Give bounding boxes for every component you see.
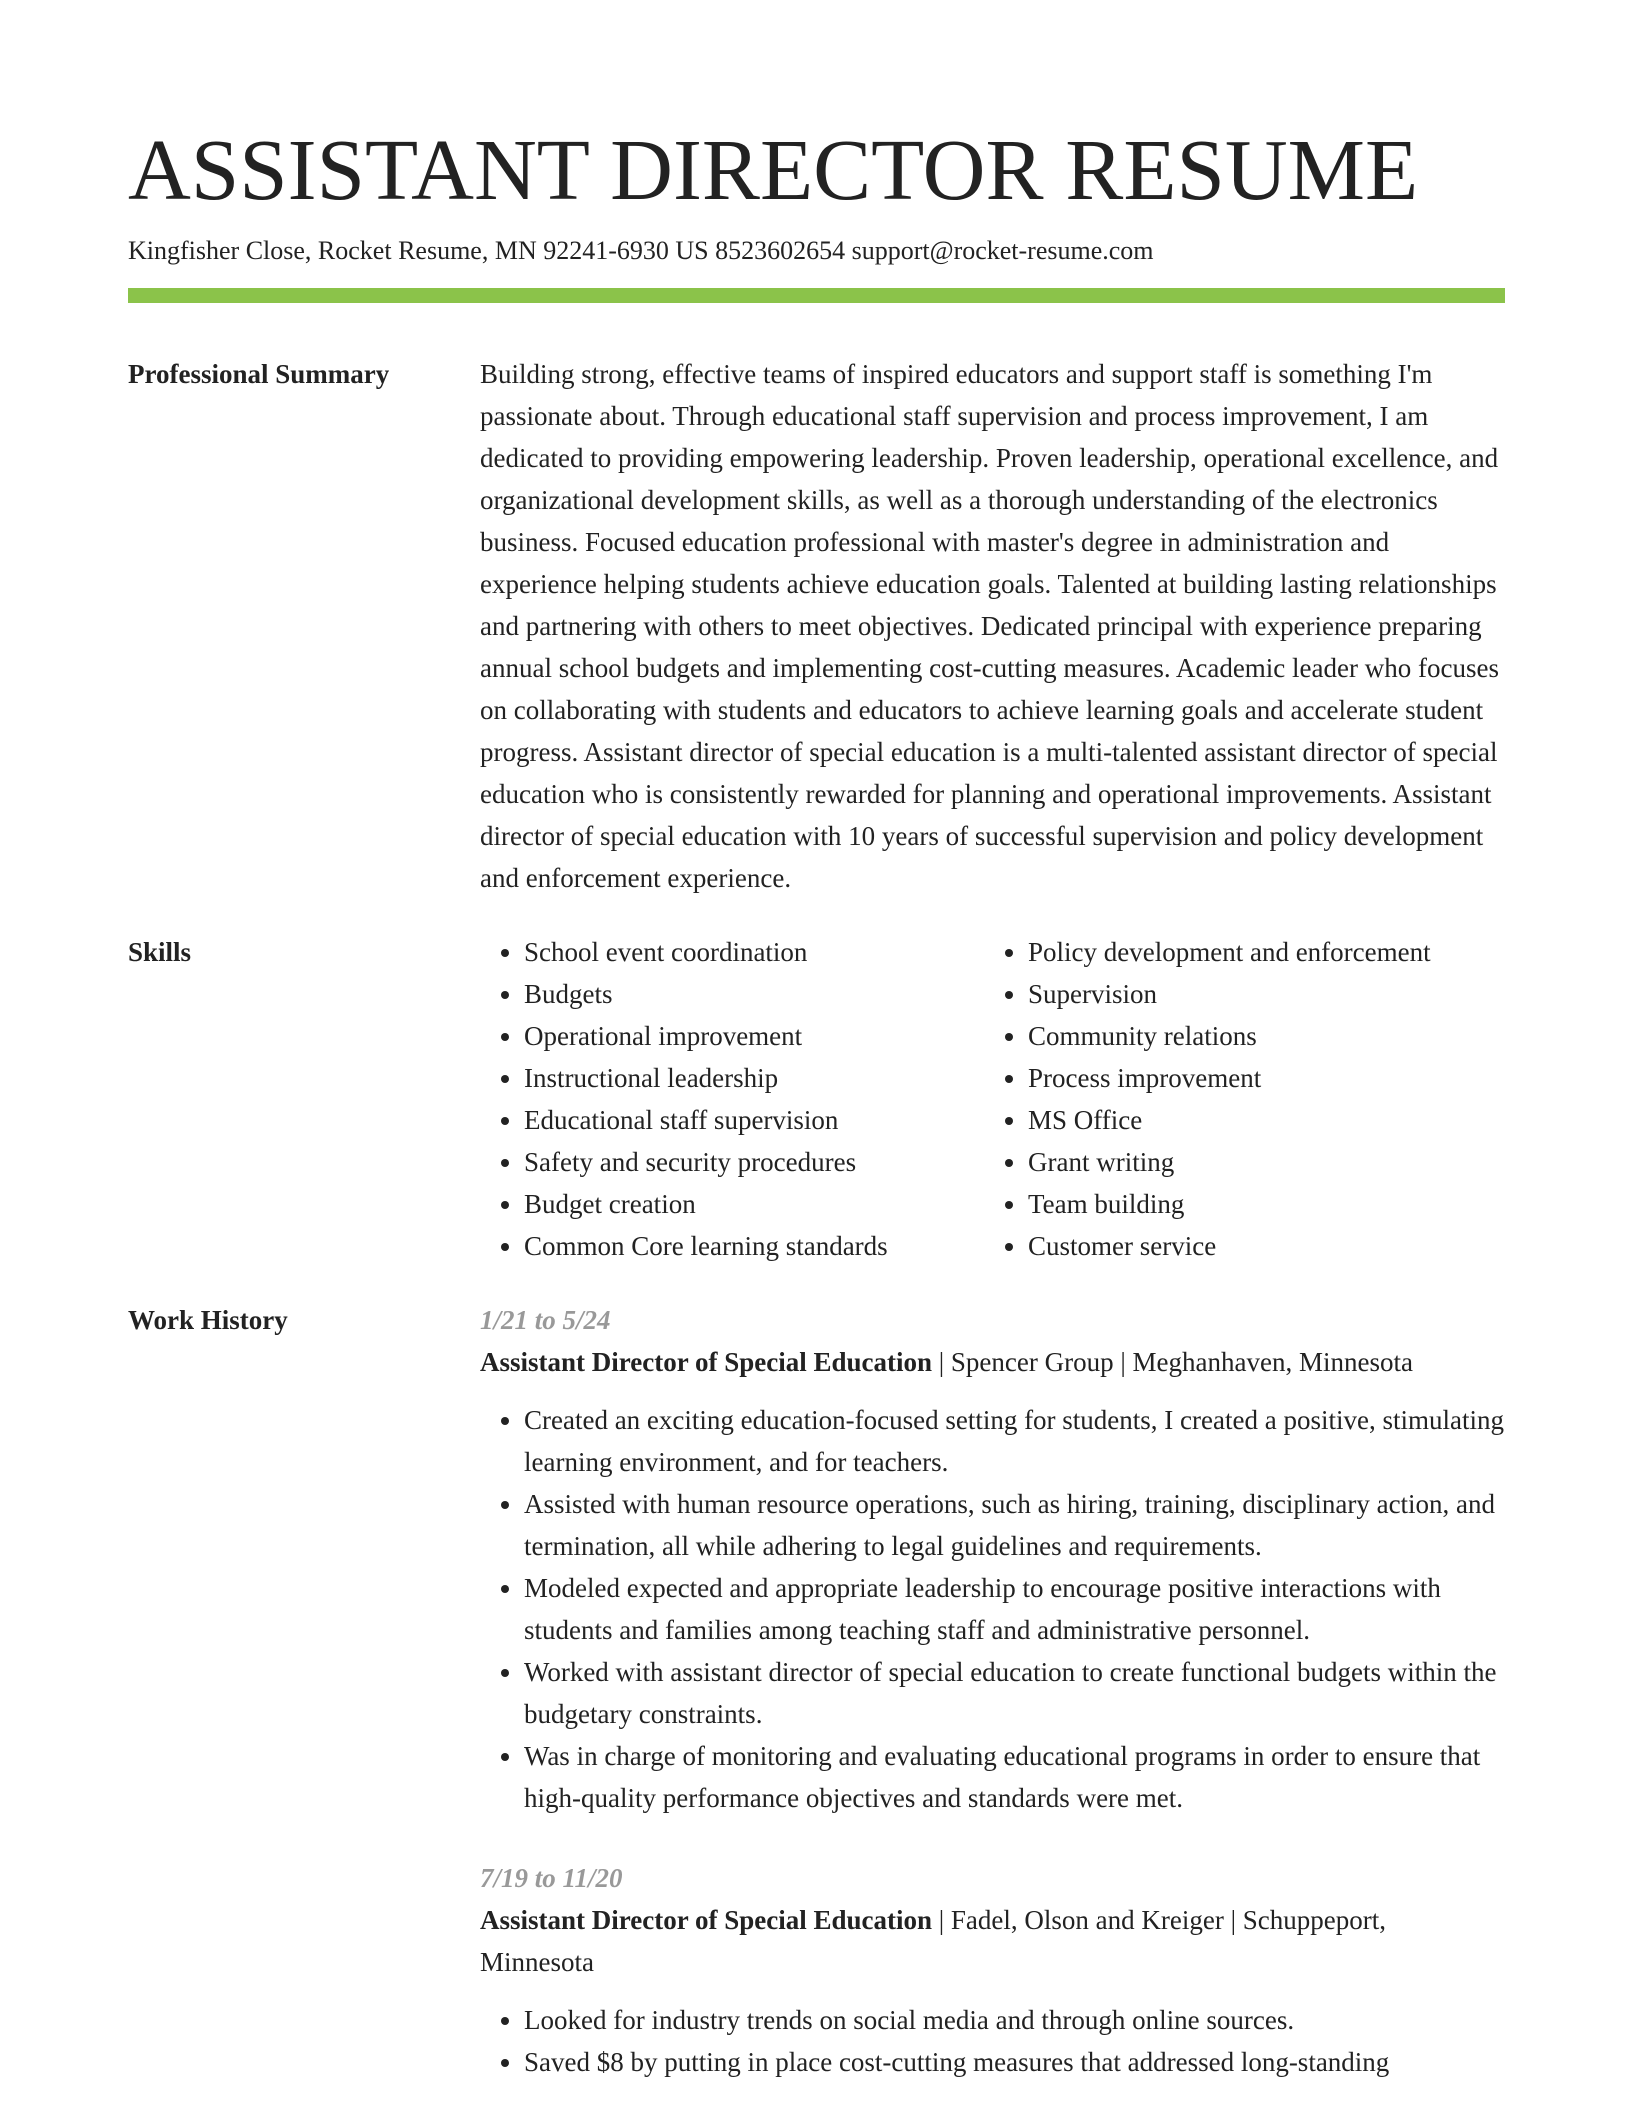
skill-item: • Educational staff supervision bbox=[524, 1099, 984, 1141]
job-bullets bbox=[480, 1399, 1505, 1819]
resume-title: ASSISTANT DIRECTOR RESUME bbox=[128, 121, 1419, 218]
job-bullet: • Saved $8 by putting in place cost-cutting measures that addressed long-standing bbox=[524, 2041, 1505, 2083]
job-company-location: | Spencer Group | Meghanhaven, Minnesota bbox=[932, 1347, 1413, 1377]
skill-item: • Common Core learning standards bbox=[524, 1225, 984, 1267]
section-label-work: Work History bbox=[128, 1305, 288, 1335]
summary-text: Building strong, effective teams of inspired educators and support staff is something I'm passionate about. Through educational staff supervision and process improvement, I am dedicated to providing empowering leadership. Proven leadership, operational excellence, and organizational development skills, as well as a thorough understanding of the electronics business. Focused education professional with master's degree in administration and experience helping students achieve education goals. Talented at building lasting relationships and partnering with others to meet objectives. Dedicated principal with experience preparing annual school budgets and implementing cost-cutting measures. Academic leader who focuses on collaborating with students and educators to achieve learning goals and accelerate student progress. Assistant director of special education is a multi-talented assistant director of special education who is consistently rewarded for planning and operational improvements. Assistant director of special education with 10 years of successful supervision and policy development and enforcement experience. bbox=[480, 359, 1499, 893]
accent-divider bbox=[128, 288, 1505, 303]
work-history-section bbox=[128, 1299, 1505, 2121]
job-bullets bbox=[480, 1999, 1505, 2083]
skill-item: • Safety and security procedures bbox=[524, 1141, 984, 1183]
section-label-skills: Skills bbox=[128, 937, 192, 967]
skill-item: • Supervision bbox=[1028, 973, 1488, 1015]
job-entry bbox=[480, 1857, 1505, 2083]
job-bullet: • Looked for industry trends on social media and through online sources. bbox=[524, 1999, 1505, 2041]
professional-summary-section bbox=[128, 353, 1505, 899]
job-bullet: • Modeled expected and appropriate leadership to encourage positive interactions with students and families among teaching staff and administrative personnel. bbox=[524, 1567, 1505, 1651]
skills-column-2 bbox=[984, 931, 1488, 1267]
job-entry bbox=[480, 1299, 1505, 1819]
skill-item: • Team building bbox=[1028, 1183, 1488, 1225]
job-bullet: • Assisted with human resource operations, such as hiring, training, disciplinary action, and termination, all while adhering to legal guidelines and requirements. bbox=[524, 1483, 1505, 1567]
work-history-body bbox=[480, 1299, 1505, 2121]
skill-item: • Grant writing bbox=[1028, 1141, 1488, 1183]
skill-item: • Budget creation bbox=[524, 1183, 984, 1225]
job-title: Assistant Director of Special Education bbox=[480, 1347, 932, 1377]
skills-column-1 bbox=[480, 931, 984, 1267]
skill-item: • Operational improvement bbox=[524, 1015, 984, 1057]
skill-item: • Budgets bbox=[524, 973, 984, 1015]
skills-section bbox=[128, 931, 1505, 1267]
contact-line: Kingfisher Close, Rocket Resume, MN 92241-6930 US 8523602654 support@rocket-resume.com bbox=[128, 236, 1154, 265]
job-bullet: • Worked with assistant director of special education to create functional budgets within the budgetary constraints. bbox=[524, 1651, 1505, 1735]
job-bullet: • Was in charge of monitoring and evaluating educational programs in order to ensure that high-quality performance objectives and standards were met. bbox=[524, 1735, 1505, 1819]
resume-page bbox=[128, 118, 1505, 2121]
skill-item: • Customer service bbox=[1028, 1225, 1488, 1267]
summary-body bbox=[480, 353, 1505, 899]
skill-item: • Instructional leadership bbox=[524, 1057, 984, 1099]
job-date: 7/19 to 11/20 bbox=[480, 1863, 623, 1893]
section-label-summary: Professional Summary bbox=[128, 359, 390, 389]
job-title-line bbox=[480, 1341, 1505, 1383]
job-title-line bbox=[480, 1899, 1505, 1983]
job-bullet: • Created an exciting education-focused setting for students, I created a positive, stimulating learning environment, and for teachers. bbox=[524, 1399, 1505, 1483]
skills-body bbox=[480, 931, 1505, 1267]
skill-item: • MS Office bbox=[1028, 1099, 1488, 1141]
skill-item: • School event coordination bbox=[524, 931, 984, 973]
job-date: 1/21 to 5/24 bbox=[480, 1305, 611, 1335]
skill-item: • Policy development and enforcement bbox=[1028, 931, 1488, 973]
skill-item: • Process improvement bbox=[1028, 1057, 1488, 1099]
skill-item: • Community relations bbox=[1028, 1015, 1488, 1057]
job-title: Assistant Director of Special Education bbox=[480, 1905, 932, 1935]
job-company-location: | Fadel, Olson and Kreiger | Schuppeport, Minnesota bbox=[480, 1905, 1386, 1977]
